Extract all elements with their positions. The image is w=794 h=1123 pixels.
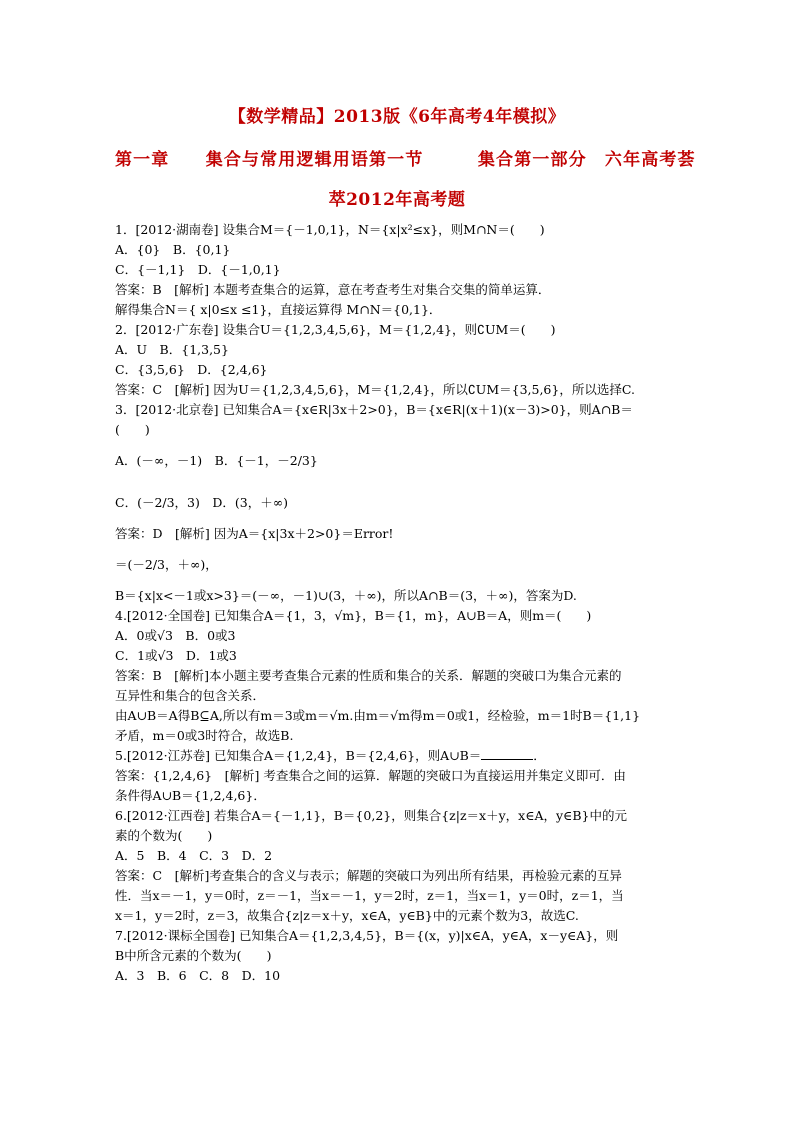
q3-answer: 答案：D [解析] 因为A＝{x|3x＋2>0}＝Error! <box>115 526 394 541</box>
q3-options-ab: A．(－∞，－1) B．{－1，－2/3} <box>115 453 318 468</box>
question-4: 4.[2012·全国卷] 已知集合A＝{1，3，√m}，B＝{1，m}，A∪B＝A，则m＝( ) <box>115 608 592 623</box>
q4-answer-cont-2: 由A∪B＝A得B⊆A,所以有m＝3或m＝√m.由m＝√m得m＝0或1，经检验，m＝1时B＝{1,1} <box>115 708 641 723</box>
q1-options-ab: A．{0} B．{0,1} <box>115 242 231 257</box>
q2-options-cd: C．{3,5,6} D．{2,4,6} <box>115 362 268 377</box>
question-5-text: 5.[2012·江苏卷] 已知集合A＝{1,2,4}，B＝{2,4,6}，则A∪B＝ <box>115 748 482 763</box>
question-3: 3．[2012·北京卷] 已知集合A＝{x∈R|3x＋2>0}，B＝{x∈R|(x＋1)(x－3)>0}，则A∩B＝ <box>115 402 633 417</box>
question-7-cont: B中所含元素的个数为( ) <box>115 948 272 963</box>
document-title: 【数学精品】2013版《6年高考4年模拟》 <box>228 107 566 127</box>
question-2: 2．[2012·广东卷] 设集合U＝{1,2,3,4,5,6}，M＝{1,2,4}，则∁UM＝( ) <box>115 322 556 337</box>
question-3-cont: ( ) <box>115 422 150 437</box>
q6-answer: 答案：C [解析]考查集合的含义与表示；解题的突破口为列出所有结果，再检验元素的互异 <box>115 868 622 883</box>
q3-answer-interval: ＝(－2/3，＋∞)， <box>115 557 218 572</box>
q6-answer-cont-1: 性．当x＝－1，y＝0时，z＝－1，当x＝－1，y＝2时，z＝1，当x＝1，y＝0时，z＝1，当 <box>115 888 624 903</box>
q2-answer: 答案：C [解析] 因为U＝{1,2,3,4,5,6}，M＝{1,2,4}，所以∁UM＝{3,5,6}，所以选择C. <box>115 382 635 397</box>
q3-options-cd: C．(－2/3，3) D．(3，＋∞) <box>115 495 289 510</box>
q6-options: A．5 B．4 C．3 D．2 <box>115 848 273 863</box>
section-heading: 萃2012年高考题 <box>328 190 466 210</box>
q5-answer: 答案：{1,2,4,6} [解析] 考查集合之间的运算．解题的突破口为直接运用并集定义即可．由 <box>115 768 626 783</box>
question-5 <box>115 746 685 766</box>
q1-answer-cont: 解得集合N＝{ x|0≤x ≤1}，直接运算得 M∩N＝{0,1}． <box>115 302 442 317</box>
q4-answer-cont-3: 矛盾，m＝0或3时符合，故选B. <box>115 728 294 743</box>
q4-answer-cont-1: 互异性和集合的包含关系． <box>115 688 266 703</box>
question-1: 1．[2012·湖南卷] 设集合M＝{－1,0,1}，N＝{x|x²≤x}，则M∩N＝( ) <box>115 222 545 237</box>
q1-options-cd: C．{－1,1} D．{－1,0,1} <box>115 262 281 277</box>
answer-blank <box>481 747 533 760</box>
q1-answer: 答案：B [解析] 本题考查集合的运算，意在考查考生对集合交集的简单运算． <box>115 282 551 297</box>
question-6: 6.[2012·江西卷] 若集合A＝{－1,1}，B＝{0,2}，则集合{z|z＝x＋y，x∈A，y∈B}中的元 <box>115 808 627 823</box>
q2-options-ab: A．U B．{1,3,5} <box>115 342 229 357</box>
chapter-heading: 第一章 集合与常用逻辑用语第一节 集合第一部分 六年高考荟 <box>115 150 695 170</box>
q4-answer: 答案：B [解析]本小题主要考查集合元素的性质和集合的关系．解题的突破口为集合元素的 <box>115 668 622 683</box>
question-6-cont: 素的个数为( ) <box>115 828 213 843</box>
q7-options: A．3 B．6 C．8 D．10 <box>115 968 281 983</box>
q6-answer-cont-2: x＝1，y＝2时，z＝3，故集合{z|z＝x＋y，x∈A，y∈B}中的元素个数为3，故选C. <box>115 908 579 923</box>
q4-options-ab: A．0或√3 B．0或3 <box>115 628 236 643</box>
q3-answer-cont: B＝{x|x<－1或x>3}＝(－∞，－1)∪(3，＋∞)，所以A∩B＝(3，＋∞)，答案为D. <box>115 588 577 603</box>
q4-options-cd: C．1或√3 D．1或3 <box>115 648 237 663</box>
question-7: 7.[2012·课标全国卷] 已知集合A＝{1,2,3,4,5}，B＝{(x，y)|x∈A，y∈A，x－y∈A}，则 <box>115 928 619 943</box>
q5-answer-cont: 条件得A∪B＝{1,2,4,6}． <box>115 788 266 803</box>
document-body <box>115 220 685 986</box>
question-5-tail: ． <box>533 748 546 763</box>
